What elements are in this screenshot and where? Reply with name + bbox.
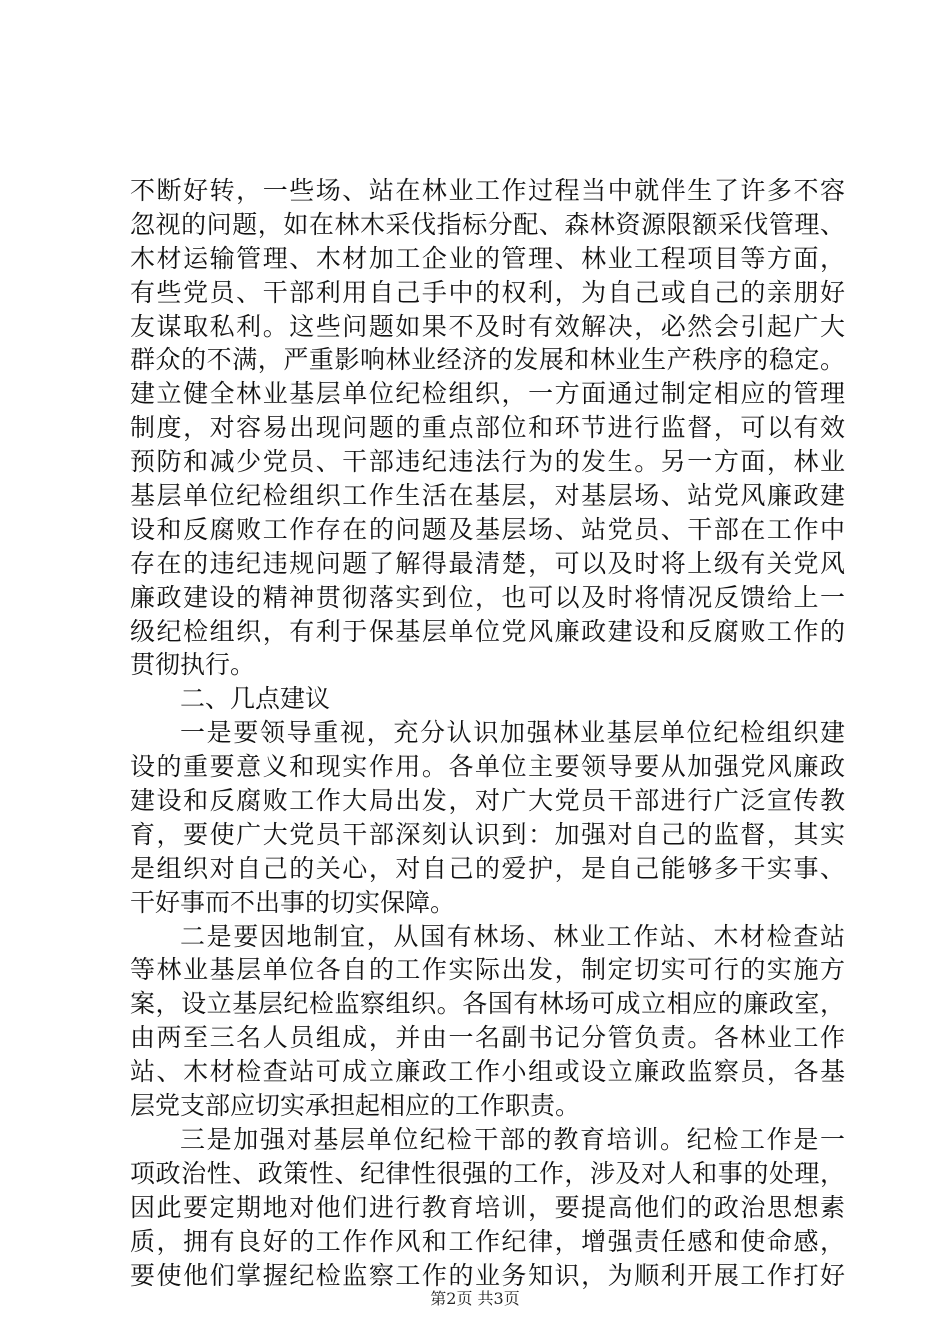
text-line: 二、几点建议 xyxy=(180,684,331,714)
text-line: 廉政建设的精神贯彻落实到位，也可以及时将情况反馈给上一 xyxy=(130,582,845,612)
text-line: 贯彻执行。 xyxy=(130,650,256,680)
text-line: 由两至三名人员组成，并由一名副书记分管负责。各林业工作 xyxy=(130,1023,845,1053)
text-line: 不断好转，一些场、站在林业工作过程当中就伴生了许多不容 xyxy=(130,176,845,205)
text-line: 育，要使广大党员干部深刻认识到：加强对自己的监督，其实 xyxy=(130,819,845,849)
text-line: 层党支部应切实承担起相应的工作职责。 xyxy=(130,1091,581,1121)
text-line: 友谋取私利。这些问题如果不及时有效解决，必然会引起广大 xyxy=(130,311,845,341)
text-line: 要使他们掌握纪检监察工作的业务知识，为顺利开展工作打好 xyxy=(130,1260,845,1290)
text-line: 质，拥有良好的工作作风和工作纪律，增强责任感和使命感， xyxy=(130,1226,845,1256)
text-line: 一是要领导重视，充分认识加强林业基层单位纪检组织建 xyxy=(180,718,845,748)
text-line: 建立健全林业基层单位纪检组织，一方面通过制定相应的管理 xyxy=(130,379,845,409)
text-line: 案，设立基层纪检监察组织。各国有林场可成立相应的廉政室， xyxy=(130,989,845,1019)
text-line: 三是加强对基层单位纪检干部的教育培训。纪检工作是一 xyxy=(180,1124,845,1154)
text-line: 项政治性、政策性、纪律性很强的工作，涉及对人和事的处理， xyxy=(130,1158,845,1188)
text-line: 木材运输管理、木材加工企业的管理、林业工程项目等方面， xyxy=(130,243,845,273)
text-line: 建设和反腐败工作大局出发，对广大党员干部进行广泛宣传教 xyxy=(130,786,845,816)
text-line: 干好事而不出事的切实保障。 xyxy=(130,887,456,917)
text-line: 有些党员、干部利用自己手中的权利，为自己或自己的亲朋好 xyxy=(130,277,845,307)
text-line: 因此要定期地对他们进行教育培训，要提高他们的政治思想素 xyxy=(130,1192,845,1222)
text-line: 群众的不满，严重影响林业经济的发展和林业生产秩序的稳定。 xyxy=(130,345,845,375)
text-line: 设的重要意义和现实作用。各单位主要领导要从加强党风廉政 xyxy=(130,752,845,782)
page-number-label: 第2页 共3页 xyxy=(430,1289,520,1308)
text-line: 等林业基层单位各自的工作实际出发，制定切实可行的实施方 xyxy=(130,955,845,985)
page-footer xyxy=(0,1286,950,1309)
document-body xyxy=(130,174,845,1292)
text-line: 二是要因地制宜，从国有林场、林业工作站、木材检查站 xyxy=(180,921,845,951)
text-line: 设和反腐败工作存在的问题及基层场、站党员、干部在工作中 xyxy=(130,514,845,544)
text-line: 制度，对容易出现问题的重点部位和环节进行监督，可以有效 xyxy=(130,413,845,443)
text-line: 预防和减少党员、干部违纪违法行为的发生。另一方面，林业 xyxy=(130,447,845,477)
text-line: 是组织对自己的关心，对自己的爱护，是自己能够多干实事、 xyxy=(130,853,845,883)
text-line: 级纪检组织，有利于保基层单位党风廉政建设和反腐败工作的 xyxy=(130,616,845,646)
text-line: 站、木材检查站可成立廉政工作小组或设立廉政监察员，各基 xyxy=(130,1057,845,1087)
text-line: 存在的违纪违规问题了解得最清楚，可以及时将上级有关党风 xyxy=(130,548,845,578)
text-line: 基层单位纪检组织工作生活在基层，对基层场、站党风廉政建 xyxy=(130,481,845,511)
text-line: 忽视的问题，如在林木采伐指标分配、森林资源限额采伐管理、 xyxy=(130,209,845,239)
